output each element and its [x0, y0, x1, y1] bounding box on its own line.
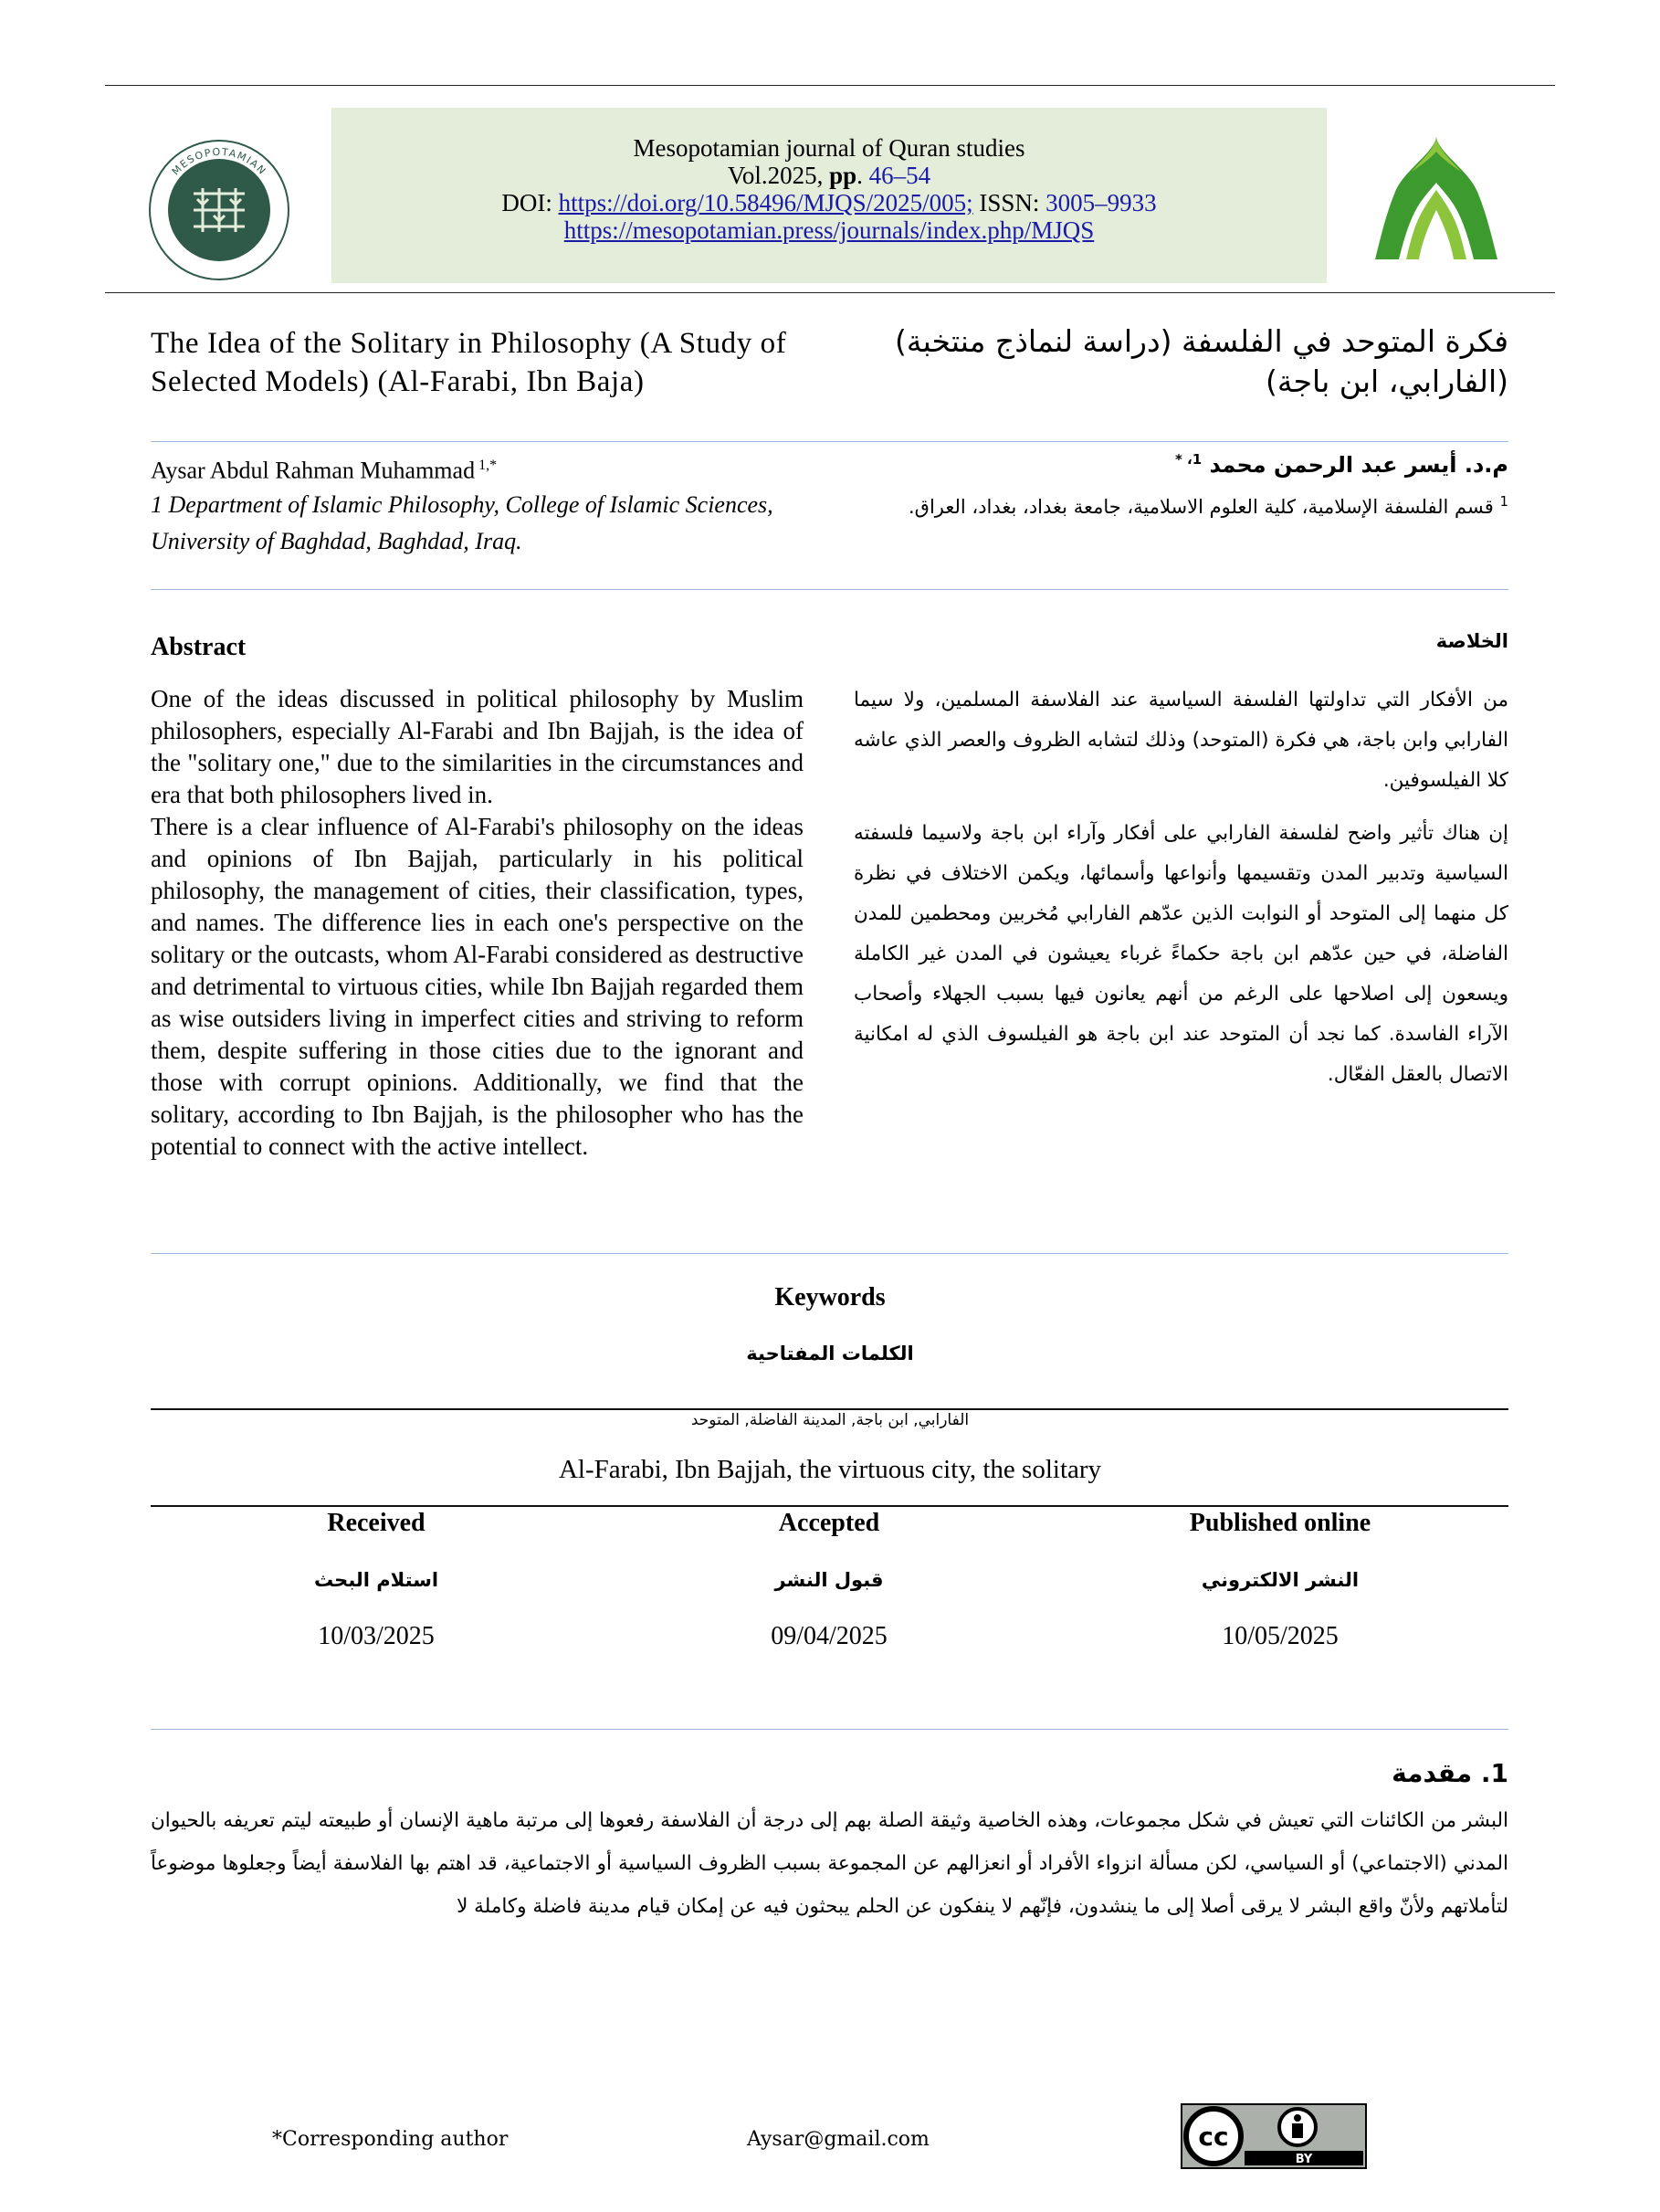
abstract-paragraph-1: One of the ideas discussed in political philosophy by Muslim philosophers, especially Al-Farabi and Ibn Bajjah, is the idea of the "solitary one," due to the similarities in the circumstances and era that both philosophers lived in.	[151, 685, 804, 808]
abstract-paragraph-2: There is a clear influence of Al-Farabi's philosophy on the ideas and opinions of Ibn Bajjah, particularly in his political philosophy, the management of cities, their classification, types, and names. The difference lies in each one's perspective on the solitary or the outcasts, whom Al-Farabi considered as destructive and detrimental to virtuous cities, while Ibn Bajjah regarded them as wise outsiders living in imperfect cities and striving to reform them, despite suffering in those cities due to the ignorant and those with corrupt opinions. Additionally, we find that the solitary, according to Ibn Bajjah, is the philosopher who has the potential to connect with the active intellect.	[151, 813, 804, 1160]
doi-label: DOI:	[501, 189, 559, 216]
affiliation-text-ar: قسم الفلسفة الإسلامية، كلية العلوم الاسلامية، جامعة بغداد، بغداد، العراق.	[908, 496, 1494, 518]
date-received-value: 10/03/2025	[318, 1622, 435, 1650]
keywords-heading-arabic: الكلمات المفتاحية	[746, 1343, 914, 1364]
date-published-label: Published online	[1189, 1509, 1371, 1537]
keywords-heading: Keywords	[774, 1283, 886, 1311]
section-heading-introduction	[1278, 1758, 1508, 1788]
issn-label: ISSN:	[972, 189, 1046, 216]
abstract-ar-paragraph-1: من الأفكار التي تداولتها الفلسفة السياسية عند الفلاسفة المسلمين، ولا سيما الفارابي وابن باجة، هي فكرة (المتوحد) وذلك لتشابه الظروف والعصر الذي عاشه كلا الفيلسوفين.	[854, 689, 1508, 792]
keywords-list-arabic: الفارابي, ابن باجة, المدينة الفاضلة, المتوحد	[690, 1411, 970, 1429]
corresponding-email: Aysar@gmail.com	[747, 2128, 930, 2151]
pp-label: pp	[829, 162, 857, 189]
journal-url-line	[331, 216, 1327, 244]
journal-header	[331, 108, 1327, 283]
corresponding-author-note: *Corresponding author	[272, 2128, 509, 2151]
title-arabic: فكرة المتوحد في الفلسفة (دراسة لنماذج منتخبة) (الفارابي، ابن باجة)	[895, 323, 1508, 399]
issn-value: 3005–9933	[1045, 189, 1157, 216]
keywords-list-english: Al-Farabi, Ibn Bajjah, the virtuous city, the solitary	[558, 1455, 1102, 1484]
author-name: Aysar Abdul Rahman Muhammad	[151, 457, 476, 484]
abstract-arabic	[854, 680, 1508, 1108]
section-number: 1.	[1480, 1758, 1508, 1788]
date-received-label-ar: استلام البحث	[313, 1569, 439, 1591]
volume-label: Vol.2025,	[727, 162, 830, 189]
date-published	[1052, 1507, 1508, 1651]
volume-line	[331, 162, 1327, 189]
mesopotamian-press-logo	[146, 137, 292, 283]
title-english: The Idea of the Solitary in Philosophy (A Study of Selected Models) (Al-Farabi, Ibn Baja)	[151, 327, 787, 398]
abstract-english	[151, 683, 804, 1163]
doi-link[interactable]: https://doi.org/10.58496/MJQS/2025/005;	[558, 189, 973, 216]
journal-name: Mesopotamian journal of Quran studies	[633, 134, 1025, 162]
abstract-heading-arabic: الخلاصة	[1435, 630, 1508, 652]
date-published-label-ar: النشر الالكتروني	[1201, 1569, 1360, 1591]
journal-url-link[interactable]: https://mesopotamian.press/journals/index.php/MJQS	[563, 216, 1095, 244]
introduction-text: البشر من الكائنات التي تعيش في شكل مجموعات، وهذه الخاصية وثيقة الصلة بهم إلى درجة أن الفلاسفة رفعوها إلى مرتبة ماهية الإنسان أو طبيعته ليتم تعريفه بالحيوان المدني (الاجتماعي) أو السياسي، لكن مسألة انزواء الأفراد أو انعزالهم عن المجموعة بسبب الظروف السياسية أو الاجتماعية، قد اهتم بها الفلاسفة أيضاً وجعلوها موضوعاً لتأملاتهم ولأنّ واقع البشر لا يرقى أصلا إلى ما ينشدون، فإنّهم لا ينفكون عن الحلم يبحثون فيه عن إمكان قيام مدينة فاضلة وكاملة لا	[151, 1809, 1508, 1918]
section-title: مقدمة	[1392, 1758, 1473, 1788]
affiliation-arabic	[849, 493, 1508, 518]
keywords-top-rule	[151, 1408, 1508, 1410]
abstract-ar-paragraph-2: إن هناك تأثير واضح لفلسفة الفارابي على أفكار وآراء ابن باجة ولاسيما فلسفته السياسية وتدبير المدن وتقسيمها وأنواعها وأسمائها، ويكمن الاختلاف في نظرة كل منهما إلى المتوحد أو النوابت الذين عدّهم الفارابي مُخربين ومحطمين للمدن الفاضلة، في حين عدّهم ابن باجة حكماءً غرباء يعيشون في المدن غير الكاملة ويسعون إلى اصلاحها على الرغم من أنهم يعانون فيها بسبب الجهلاء وأصحاب الآراء الفاسدة. كما نجد أن المتوحد عند ابن باجة هو الفيلسوف الذي له امكانية الاتصال بالعقل الفعّال.	[854, 822, 1508, 1086]
author-name-arabic	[849, 451, 1508, 478]
cc-label: cc	[1198, 2122, 1229, 2152]
date-published-value: 10/05/2025	[1222, 1622, 1339, 1650]
top-rule	[105, 85, 1555, 86]
logo-text-top: MESOPOTAMIAN	[169, 145, 269, 178]
logo-text-bottom: ACADEMIC PRESS	[174, 226, 264, 257]
date-accepted-label: Accepted	[778, 1509, 880, 1537]
author-superscript-ar: 1، *	[1174, 451, 1203, 468]
journal-dome-logo	[1368, 135, 1505, 263]
affiliation-superscript-ar: 1	[1499, 493, 1508, 510]
author-name-english	[151, 451, 808, 486]
date-accepted	[601, 1507, 1057, 1651]
pp-sep: .	[856, 162, 869, 189]
date-received-label: Received	[327, 1509, 426, 1537]
author-divider	[151, 589, 1508, 590]
doi-line	[331, 189, 1327, 216]
header-bottom-rule	[105, 292, 1555, 293]
by-label: BY	[1295, 2153, 1313, 2166]
author-name-ar: م.د. أيسر عبد الرحمن محمد	[1209, 452, 1508, 478]
affiliation-english: 1 Department of Islamic Philosophy, College of Islamic Sciences, University of Baghdad, Baghdad, Iraq.	[151, 491, 773, 554]
page-range: 46–54	[868, 162, 931, 189]
cc-by-icon	[1181, 2103, 1367, 2169]
abstract-divider	[151, 1253, 1508, 1254]
abstract-heading: Abstract	[151, 633, 247, 661]
date-received	[148, 1507, 604, 1651]
date-accepted-value: 09/04/2025	[771, 1622, 888, 1650]
author-superscript: 1,*	[475, 458, 498, 473]
dates-divider	[151, 1729, 1508, 1730]
title-divider	[151, 441, 1508, 442]
date-accepted-label-ar: قبول النشر	[774, 1569, 884, 1591]
